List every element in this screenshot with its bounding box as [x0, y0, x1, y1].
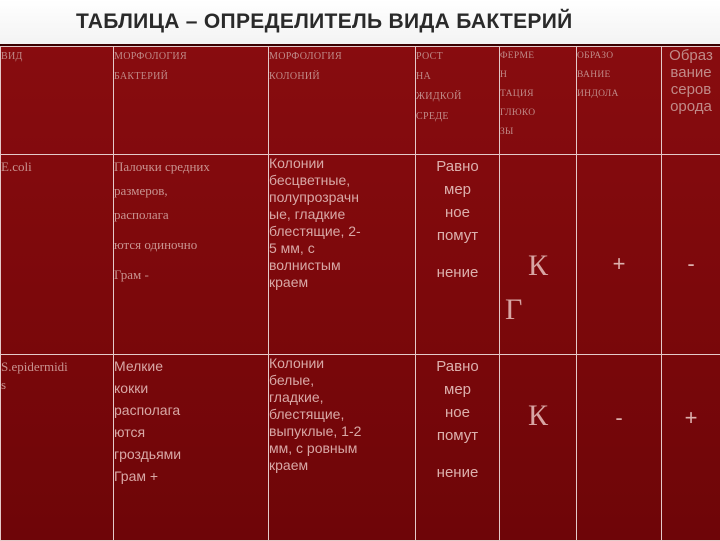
header-species-label: ВИД	[1, 47, 113, 67]
sepidermidis-colony-morphology-line-5: выпуклые, 1-2	[269, 423, 415, 440]
ecoli-hydrogen-sulfide-value: -	[662, 155, 720, 277]
header-indole-line-3: ИНДОЛА	[577, 85, 661, 104]
sepidermidis-colony-morphology-line-1: Колонии	[269, 355, 415, 372]
table-row	[1, 355, 720, 541]
ecoli-fermentation-acid: К	[528, 249, 548, 283]
header-indole-line-2: ВАНИЕ	[577, 66, 661, 85]
header-colony-morphology-line-1: МОРФОЛОГИЯ	[269, 47, 415, 67]
header-glucose-fermentation-line-2: Н	[500, 66, 576, 85]
header-hydrogen-sulfide-line-4: ородa	[662, 98, 720, 115]
header-hydrogen-sulfide-line-2: вание	[662, 64, 720, 81]
ecoli-bacteria-morphology-line-5: Грам -	[114, 263, 268, 287]
header-glucose-fermentation-line-4: ГЛЮКО	[500, 104, 576, 123]
sepidermidis-growth-line-2: мер	[416, 378, 499, 401]
sepidermidis-growth-liquid-cell	[416, 355, 500, 541]
sepidermidis-bacteria-morphology-line-5: гроздьями	[114, 443, 268, 465]
sepidermidis-species-line-1: S.epidermidi	[1, 355, 113, 379]
sepidermidis-glucose-fermentation-cell	[500, 355, 577, 541]
header-hydrogen-sulfide-line-1: Образ	[662, 47, 720, 64]
header-hydrogen-sulfide	[662, 47, 720, 155]
ecoli-species-name: E.coli	[1, 155, 113, 179]
sepidermidis-colony-morphology-cell	[269, 355, 416, 541]
ecoli-colony-morphology-line-6: 5 мм, с	[269, 240, 415, 257]
ecoli-colony-morphology-line-2: бесцветные,	[269, 172, 415, 189]
header-glucose-fermentation	[500, 47, 577, 155]
page-title: ТАБЛИЦА – ОПРЕДЕЛИТЕЛЬ ВИДА БАКТЕРИЙ	[76, 10, 573, 34]
ecoli-growth-line-3: ное	[416, 201, 499, 224]
ecoli-colony-morphology-line-5: блестящие, 2-	[269, 223, 415, 240]
title-bar	[0, 0, 720, 44]
sepidermidis-bacteria-morphology-cell	[114, 355, 269, 541]
header-growth-liquid-line-3: ЖИДКОЙ	[416, 87, 499, 107]
ecoli-growth-line-1: Равно	[416, 155, 499, 178]
header-glucose-fermentation-line-5: ЗЫ	[500, 123, 576, 142]
bacteria-identification-table	[0, 46, 720, 541]
table-row	[1, 155, 720, 355]
sepidermidis-growth-line-1: Равно	[416, 355, 499, 378]
header-growth-liquid	[416, 47, 500, 155]
sepidermidis-bacteria-morphology-line-3: располага	[114, 399, 268, 421]
sepidermidis-hydrogen-sulfide-cell	[662, 355, 720, 541]
ecoli-glucose-fermentation-cell	[500, 155, 577, 355]
header-colony-morphology	[269, 47, 416, 155]
header-row	[1, 47, 720, 155]
ecoli-colony-morphology-line-4: ые, гладкие	[269, 206, 415, 223]
header-growth-liquid-line-1: РОСТ	[416, 47, 499, 67]
header-glucose-fermentation-line-1: ФЕРМЕ	[500, 47, 576, 66]
ecoli-indole-cell	[577, 155, 662, 355]
ecoli-fermentation-gas: Г	[505, 293, 522, 327]
ecoli-growth-line-4: помут	[416, 224, 499, 247]
ecoli-colony-morphology-cell	[269, 155, 416, 355]
ecoli-growth-line-5: нение	[416, 261, 499, 284]
header-growth-liquid-line-4: СРЕДЕ	[416, 107, 499, 127]
ecoli-growth-line-2: мер	[416, 178, 499, 201]
ecoli-bacteria-morphology-line-1: Палочки средних	[114, 155, 268, 179]
ecoli-bacteria-morphology-line-4: ются одиночно	[114, 233, 268, 257]
sepidermidis-bacteria-morphology-line-2: кокки	[114, 377, 268, 399]
header-colony-morphology-line-2: КОЛОНИЙ	[269, 67, 415, 87]
sepidermidis-species-cell	[1, 355, 114, 541]
header-glucose-fermentation-line-3: ТАЦИЯ	[500, 85, 576, 104]
header-growth-liquid-line-2: НА	[416, 67, 499, 87]
header-indole-line-1: ОБРАЗО	[577, 47, 661, 66]
ecoli-indole-value: +	[577, 155, 661, 277]
ecoli-species-cell	[1, 155, 114, 355]
sepidermidis-bacteria-morphology-line-6: Грам +	[114, 465, 268, 487]
sepidermidis-bacteria-morphology-line-1: Мелкие	[114, 355, 268, 377]
ecoli-colony-morphology-line-3: полупрозрачн	[269, 189, 415, 206]
header-bacteria-morphology	[114, 47, 269, 155]
sepidermidis-hydrogen-sulfide-value: +	[662, 355, 720, 431]
header-bacteria-morphology-line-2: БАКТЕРИЙ	[114, 67, 268, 87]
ecoli-bacteria-morphology-cell	[114, 155, 269, 355]
sepidermidis-colony-morphology-line-3: гладкие,	[269, 389, 415, 406]
ecoli-colony-morphology-line-1: Колонии	[269, 155, 415, 172]
ecoli-colony-morphology-line-7: волнистым	[269, 257, 415, 274]
header-hydrogen-sulfide-line-3: серов	[662, 81, 720, 98]
ecoli-bacteria-morphology-line-2: размеров,	[114, 179, 268, 203]
sepidermidis-growth-line-4: помут	[416, 424, 499, 447]
sepidermidis-species-line-2: s	[1, 373, 113, 397]
header-species	[1, 47, 114, 155]
sepidermidis-colony-morphology-line-6: мм, с ровным	[269, 440, 415, 457]
ecoli-hydrogen-sulfide-cell	[662, 155, 720, 355]
ecoli-colony-morphology-line-8: краем	[269, 274, 415, 291]
sepidermidis-fermentation-acid: К	[528, 399, 548, 433]
header-indole	[577, 47, 662, 155]
sepidermidis-indole-cell	[577, 355, 662, 541]
header-bacteria-morphology-line-1: МОРФОЛОГИЯ	[114, 47, 268, 67]
sepidermidis-colony-morphology-line-7: краем	[269, 457, 415, 474]
ecoli-bacteria-morphology-line-3: располага	[114, 203, 268, 227]
ecoli-growth-liquid-cell	[416, 155, 500, 355]
sepidermidis-bacteria-morphology-line-4: ются	[114, 421, 268, 443]
sepidermidis-growth-line-3: ное	[416, 401, 499, 424]
sepidermidis-colony-morphology-line-4: блестящие,	[269, 406, 415, 423]
sepidermidis-colony-morphology-line-2: белые,	[269, 372, 415, 389]
sepidermidis-indole-value: -	[577, 355, 661, 431]
sepidermidis-growth-line-5: нение	[416, 461, 499, 484]
